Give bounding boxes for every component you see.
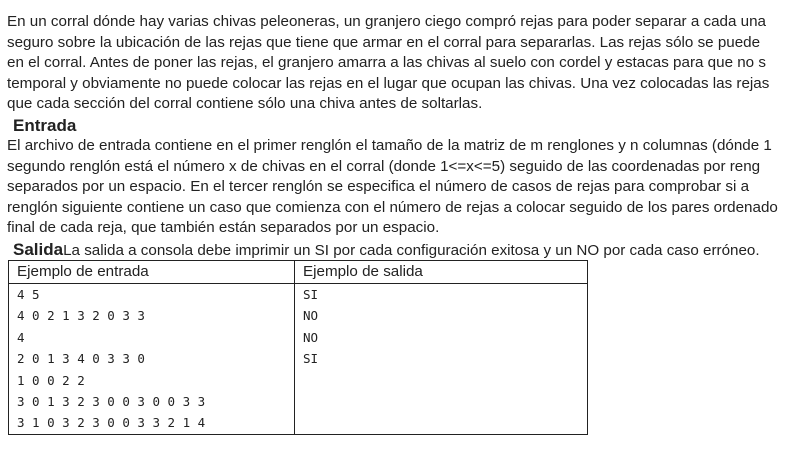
entrada-line: segundo renglón está el número x de chivas en el corral (donde 1<=x<=5) seguido de las coordenadas por reng (7, 157, 761, 175)
entrada-line: final de cada reja, que también están separados por un espacio. (7, 219, 440, 237)
table-row (9, 283, 588, 305)
table-row (9, 391, 588, 412)
input-cell: 3 1 0 3 2 3 0 0 3 3 2 1 4 (9, 412, 295, 434)
input-cell: 3 0 1 3 2 3 0 0 3 0 0 3 3 (9, 391, 295, 412)
output-cell (295, 412, 588, 434)
entrada-line: renglón siguiente contiene un caso que comienza con el número de rejas a colocar seguido de los pares ordenado (7, 198, 778, 216)
intro-line: en el corral. Antes de poner las rejas, el granjero amarra a las chivas al suelo con cordel y estacas para que no s (7, 54, 766, 72)
intro-line: que cada sección del corral contiene sólo una chiva antes de soltarlas. (7, 95, 483, 113)
table-row (9, 412, 588, 434)
entrada-paragraph (7, 136, 799, 239)
table-row (9, 327, 588, 348)
examples-header-row (9, 260, 588, 283)
entrada-heading: Entrada (13, 115, 77, 135)
intro-line: temporal y obviamente no puede colocar las rejas en el lugar que ocupan las chivas. Una vez colocadas las rejas (7, 74, 770, 92)
input-cell: 4 (9, 327, 295, 348)
input-cell: 4 5 (9, 283, 295, 305)
output-cell (295, 370, 588, 391)
salida-section (13, 240, 799, 259)
entrada-line: separados por un espacio. En el tercer renglón se especifica el número de casos de rejas para comprobar si a (7, 178, 750, 196)
table-row (9, 348, 588, 369)
output-column-header: Ejemplo de salida (295, 260, 588, 283)
output-cell (295, 391, 588, 412)
output-cell: SI (295, 283, 588, 305)
examples-table (8, 260, 588, 435)
salida-text: La salida a consola debe imprimir un SI por cada configuración exitosa y un NO por cada caso erróneo. (63, 241, 760, 259)
table-row (9, 305, 588, 326)
input-cell: 1 0 0 2 2 (9, 370, 295, 391)
output-cell: NO (295, 305, 588, 326)
input-column-header: Ejemplo de entrada (9, 260, 295, 283)
table-row (9, 370, 588, 391)
problem-statement (7, 12, 799, 435)
intro-line: seguro sobre la ubicación de las rejas que tiene que armar en el corral para separarlas. Las rejas sólo se puede (7, 33, 761, 51)
input-cell: 2 0 1 3 4 0 3 3 0 (9, 348, 295, 369)
entrada-line: El archivo de entrada contiene en el primer renglón el tamaño de la matriz de m renglones y n columnas (dónde 1 (7, 136, 772, 154)
intro-line: En un corral dónde hay varias chivas peleoneras, un granjero ciego compró rejas para poder separar a cada una (7, 13, 766, 30)
input-cell: 4 0 2 1 3 2 0 3 3 (9, 305, 295, 326)
salida-heading: Salida (13, 239, 64, 259)
output-cell: NO (295, 327, 588, 348)
intro-paragraph (7, 12, 799, 115)
output-cell: SI (295, 348, 588, 369)
